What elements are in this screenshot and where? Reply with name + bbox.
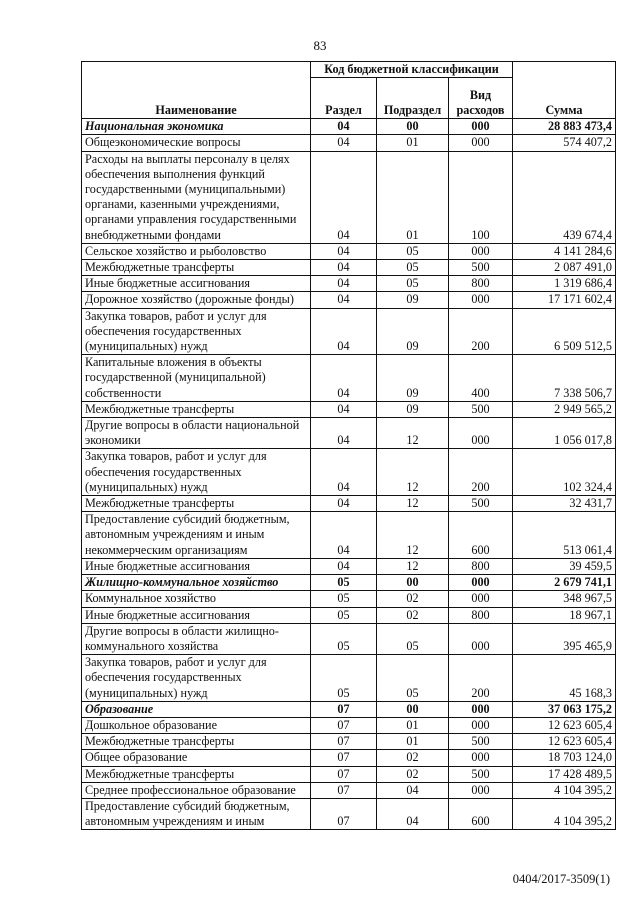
header-name: Наименование — [82, 62, 311, 119]
cell-name: Закупка товаров, работ и услуг для обеспечения государственных (муниципальных) нужд — [82, 308, 311, 355]
table-row — [82, 292, 616, 308]
table-row — [82, 734, 616, 750]
cell-sum: 6 509 512,5 — [513, 308, 616, 355]
cell-expense-type: 600 — [449, 512, 513, 559]
cell-name: Межбюджетные трансферты — [82, 734, 311, 750]
table-row — [82, 607, 616, 623]
cell-expense-type: 500 — [449, 496, 513, 512]
cell-name: Закупка товаров, работ и услуг для обеспечения государственных (муниципальных) нужд — [82, 655, 311, 702]
cell-name: Дорожное хозяйство (дорожные фонды) — [82, 292, 311, 308]
cell-sum: 32 431,7 — [513, 496, 616, 512]
cell-expense-type: 200 — [449, 449, 513, 496]
cell-expense-type: 000 — [449, 292, 513, 308]
cell-subsection: 12 — [377, 512, 449, 559]
cell-subsection: 02 — [377, 607, 449, 623]
cell-sum: 4 141 284,6 — [513, 243, 616, 259]
cell-section: 04 — [311, 276, 377, 292]
cell-subsection: 01 — [377, 717, 449, 733]
table-row — [82, 750, 616, 766]
cell-sum: 18 703 124,0 — [513, 750, 616, 766]
cell-subsection: 05 — [377, 243, 449, 259]
table-row — [82, 496, 616, 512]
cell-name: Межбюджетные трансферты — [82, 766, 311, 782]
cell-section: 07 — [311, 798, 377, 829]
cell-section: 04 — [311, 308, 377, 355]
cell-subsection: 02 — [377, 591, 449, 607]
table-row — [82, 558, 616, 574]
cell-expense-type: 800 — [449, 607, 513, 623]
cell-expense-type: 800 — [449, 276, 513, 292]
cell-sum: 439 674,4 — [513, 151, 616, 243]
cell-sum: 1 056 017,8 — [513, 418, 616, 449]
page-number: 83 — [313, 38, 327, 53]
cell-expense-type: 500 — [449, 401, 513, 417]
header-sum: Сумма — [513, 62, 616, 119]
cell-section: 07 — [311, 701, 377, 717]
cell-section: 05 — [311, 575, 377, 591]
cell-sum: 12 623 605,4 — [513, 734, 616, 750]
table-row — [82, 512, 616, 559]
cell-sum: 37 063 175,2 — [513, 701, 616, 717]
cell-section: 05 — [311, 591, 377, 607]
cell-sum: 17 171 602,4 — [513, 292, 616, 308]
table-body — [82, 119, 616, 830]
cell-sum: 45 168,3 — [513, 655, 616, 702]
table-header — [82, 62, 616, 119]
cell-subsection: 04 — [377, 782, 449, 798]
cell-subsection: 05 — [377, 260, 449, 276]
cell-name: Сельское хозяйство и рыболовство — [82, 243, 311, 259]
cell-expense-type: 400 — [449, 355, 513, 402]
cell-expense-type: 000 — [449, 135, 513, 151]
table-row — [82, 782, 616, 798]
table-row — [82, 418, 616, 449]
cell-name: Иные бюджетные ассигнования — [82, 607, 311, 623]
cell-name: Капитальные вложения в объекты государственной (муниципальной) собственности — [82, 355, 311, 402]
header-expense-type: Вид расходов — [449, 78, 513, 119]
cell-section: 07 — [311, 782, 377, 798]
table-row — [82, 276, 616, 292]
cell-expense-type: 500 — [449, 734, 513, 750]
cell-sum: 12 623 605,4 — [513, 717, 616, 733]
cell-subsection: 01 — [377, 135, 449, 151]
header-code-group: Код бюджетной классификации — [311, 62, 513, 78]
cell-expense-type: 000 — [449, 119, 513, 135]
cell-subsection: 00 — [377, 119, 449, 135]
cell-subsection: 01 — [377, 151, 449, 243]
table-row — [82, 119, 616, 135]
table-row — [82, 401, 616, 417]
budget-table — [81, 61, 616, 830]
table-row — [82, 575, 616, 591]
cell-section: 04 — [311, 151, 377, 243]
cell-name: Закупка товаров, работ и услуг для обеспечения государственных (муниципальных) нужд — [82, 449, 311, 496]
table-row — [82, 135, 616, 151]
cell-name: Национальная экономика — [82, 119, 311, 135]
cell-sum: 7 338 506,7 — [513, 355, 616, 402]
cell-subsection: 00 — [377, 701, 449, 717]
cell-sum: 18 967,1 — [513, 607, 616, 623]
cell-section: 04 — [311, 401, 377, 417]
cell-subsection: 12 — [377, 558, 449, 574]
cell-expense-type: 000 — [449, 750, 513, 766]
cell-section: 07 — [311, 734, 377, 750]
table-row — [82, 243, 616, 259]
table-row — [82, 798, 616, 829]
cell-subsection: 09 — [377, 401, 449, 417]
cell-sum: 17 428 489,5 — [513, 766, 616, 782]
cell-sum: 574 407,2 — [513, 135, 616, 151]
cell-sum: 1 319 686,4 — [513, 276, 616, 292]
cell-expense-type: 000 — [449, 717, 513, 733]
cell-expense-type: 000 — [449, 591, 513, 607]
table-row — [82, 260, 616, 276]
table-row — [82, 591, 616, 607]
cell-section: 04 — [311, 135, 377, 151]
cell-section: 07 — [311, 750, 377, 766]
table-row — [82, 655, 616, 702]
cell-subsection: 12 — [377, 496, 449, 512]
cell-section: 04 — [311, 292, 377, 308]
cell-sum: 513 061,4 — [513, 512, 616, 559]
cell-section: 04 — [311, 260, 377, 276]
cell-section: 04 — [311, 512, 377, 559]
document-code: 0404/2017-3509(1) — [512, 872, 610, 886]
header-subsection: Подраздел — [377, 78, 449, 119]
cell-subsection: 05 — [377, 276, 449, 292]
cell-subsection: 09 — [377, 308, 449, 355]
cell-name: Образование — [82, 701, 311, 717]
cell-subsection: 05 — [377, 655, 449, 702]
cell-name: Общеэкономические вопросы — [82, 135, 311, 151]
cell-subsection: 09 — [377, 355, 449, 402]
cell-name: Другие вопросы в области национальной экономики — [82, 418, 311, 449]
cell-name: Иные бюджетные ассигнования — [82, 558, 311, 574]
table-row — [82, 308, 616, 355]
cell-sum: 4 104 395,2 — [513, 782, 616, 798]
cell-sum: 102 324,4 — [513, 449, 616, 496]
cell-subsection: 12 — [377, 449, 449, 496]
cell-name: Другие вопросы в области жилищно-коммунального хозяйства — [82, 623, 311, 654]
cell-section: 04 — [311, 355, 377, 402]
cell-name: Предоставление субсидий бюджетным, автономным учреждениям и иным — [82, 798, 311, 829]
table-row — [82, 623, 616, 654]
table-row — [82, 766, 616, 782]
cell-sum: 2 087 491,0 — [513, 260, 616, 276]
cell-section: 05 — [311, 655, 377, 702]
cell-name: Межбюджетные трансферты — [82, 401, 311, 417]
cell-expense-type: 200 — [449, 655, 513, 702]
cell-name: Иные бюджетные ассигнования — [82, 276, 311, 292]
cell-subsection: 09 — [377, 292, 449, 308]
cell-expense-type: 800 — [449, 558, 513, 574]
cell-section: 04 — [311, 496, 377, 512]
cell-name: Межбюджетные трансферты — [82, 260, 311, 276]
table-row — [82, 151, 616, 243]
cell-section: 04 — [311, 243, 377, 259]
cell-subsection: 12 — [377, 418, 449, 449]
cell-section: 04 — [311, 449, 377, 496]
cell-sum: 39 459,5 — [513, 558, 616, 574]
cell-section: 07 — [311, 766, 377, 782]
cell-section: 04 — [311, 418, 377, 449]
cell-name: Дошкольное образование — [82, 717, 311, 733]
cell-name: Среднее профессиональное образование — [82, 782, 311, 798]
cell-sum: 395 465,9 — [513, 623, 616, 654]
cell-name: Расходы на выплаты персоналу в целях обеспечения выполнения функций государственными (муниципальными) органами, казенными учреждениями, органами управления государственными внебюджетными фондами — [82, 151, 311, 243]
cell-expense-type: 600 — [449, 798, 513, 829]
cell-section: 07 — [311, 717, 377, 733]
cell-expense-type: 500 — [449, 260, 513, 276]
cell-expense-type: 200 — [449, 308, 513, 355]
cell-name: Общее образование — [82, 750, 311, 766]
cell-name: Предоставление субсидий бюджетным, автономным учреждениям и иным некоммерческим организациям — [82, 512, 311, 559]
table-row — [82, 449, 616, 496]
cell-expense-type: 500 — [449, 766, 513, 782]
cell-expense-type: 000 — [449, 623, 513, 654]
cell-subsection: 02 — [377, 750, 449, 766]
cell-section: 04 — [311, 558, 377, 574]
table-row — [82, 355, 616, 402]
cell-subsection: 05 — [377, 623, 449, 654]
cell-name: Жилищно-коммунальное хозяйство — [82, 575, 311, 591]
cell-expense-type: 000 — [449, 418, 513, 449]
cell-expense-type: 000 — [449, 782, 513, 798]
cell-sum: 2 679 741,1 — [513, 575, 616, 591]
cell-expense-type: 000 — [449, 575, 513, 591]
table-row — [82, 717, 616, 733]
cell-expense-type: 000 — [449, 701, 513, 717]
cell-section: 05 — [311, 607, 377, 623]
cell-subsection: 04 — [377, 798, 449, 829]
table-row — [82, 701, 616, 717]
cell-expense-type: 000 — [449, 243, 513, 259]
cell-expense-type: 100 — [449, 151, 513, 243]
cell-sum: 2 949 565,2 — [513, 401, 616, 417]
cell-subsection: 02 — [377, 766, 449, 782]
cell-section: 05 — [311, 623, 377, 654]
cell-subsection: 00 — [377, 575, 449, 591]
cell-name: Коммунальное хозяйство — [82, 591, 311, 607]
cell-section: 04 — [311, 119, 377, 135]
cell-sum: 4 104 395,2 — [513, 798, 616, 829]
cell-name: Межбюджетные трансферты — [82, 496, 311, 512]
cell-sum: 348 967,5 — [513, 591, 616, 607]
cell-sum: 28 883 473,4 — [513, 119, 616, 135]
header-section: Раздел — [311, 78, 377, 119]
cell-subsection: 01 — [377, 734, 449, 750]
